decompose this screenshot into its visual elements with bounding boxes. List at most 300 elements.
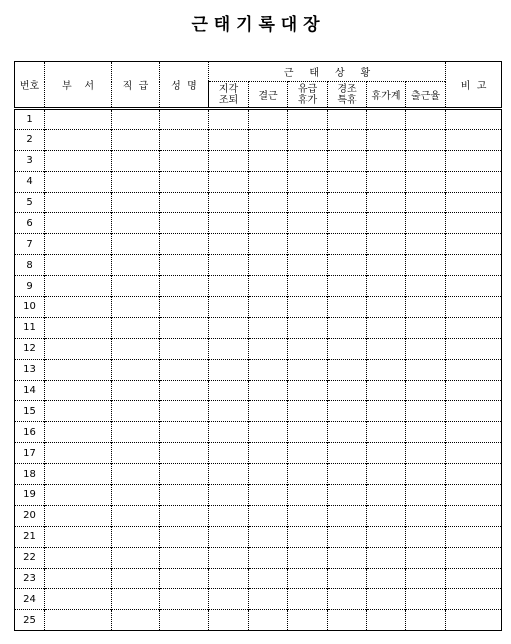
table-cell[interactable]	[112, 338, 160, 359]
table-cell[interactable]	[446, 401, 502, 422]
row-number: 11	[15, 317, 45, 338]
table-cell[interactable]	[288, 171, 328, 192]
table-cell[interactable]	[328, 505, 367, 526]
table-cell[interactable]	[112, 213, 160, 234]
table-cell[interactable]	[406, 213, 446, 234]
table-cell[interactable]	[112, 317, 160, 338]
table-cell[interactable]	[45, 359, 112, 380]
table-cell[interactable]	[367, 317, 406, 338]
table-cell[interactable]	[367, 192, 406, 213]
table-cell[interactable]	[249, 359, 288, 380]
table-cell[interactable]	[406, 192, 446, 213]
table-row	[15, 589, 502, 610]
table-cell[interactable]	[249, 255, 288, 276]
table-row	[15, 297, 502, 318]
table-cell[interactable]	[446, 317, 502, 338]
table-cell[interactable]	[328, 589, 367, 610]
table-cell[interactable]	[209, 234, 249, 255]
table-cell[interactable]	[45, 401, 112, 422]
table-row	[15, 150, 502, 171]
table-row	[15, 109, 502, 130]
table-cell[interactable]	[45, 422, 112, 443]
table-cell[interactable]	[406, 171, 446, 192]
table-row	[15, 610, 502, 631]
table-cell[interactable]	[249, 610, 288, 631]
table-cell[interactable]	[160, 234, 209, 255]
table-cell[interactable]	[328, 359, 367, 380]
table-row	[15, 192, 502, 213]
table-cell[interactable]	[288, 297, 328, 318]
table-cell[interactable]	[249, 276, 288, 297]
table-cell[interactable]	[160, 338, 209, 359]
table-cell[interactable]	[249, 505, 288, 526]
table-cell[interactable]	[288, 255, 328, 276]
table-cell[interactable]	[288, 568, 328, 589]
table-cell[interactable]	[160, 359, 209, 380]
row-number: 24	[15, 589, 45, 610]
table-cell[interactable]	[209, 568, 249, 589]
header-paid-leave: 유급 휴가	[288, 82, 328, 109]
table-cell[interactable]	[406, 526, 446, 547]
row-number: 21	[15, 526, 45, 547]
table-cell[interactable]	[112, 276, 160, 297]
table-cell[interactable]	[209, 485, 249, 506]
table-cell[interactable]	[45, 589, 112, 610]
table-cell[interactable]	[328, 338, 367, 359]
table-cell[interactable]	[209, 380, 249, 401]
table-cell[interactable]	[160, 589, 209, 610]
table-cell[interactable]	[209, 464, 249, 485]
table-cell[interactable]	[249, 234, 288, 255]
table-cell[interactable]	[112, 568, 160, 589]
table-cell[interactable]	[406, 505, 446, 526]
row-number: 16	[15, 422, 45, 443]
table-cell[interactable]	[249, 401, 288, 422]
table-cell[interactable]	[249, 213, 288, 234]
header-position: 직 급	[112, 62, 160, 109]
table-cell[interactable]	[160, 317, 209, 338]
table-cell[interactable]	[45, 338, 112, 359]
table-cell[interactable]	[367, 526, 406, 547]
table-cell[interactable]	[406, 276, 446, 297]
header-department: 부 서	[45, 62, 112, 109]
table-cell[interactable]	[446, 109, 502, 130]
table-cell[interactable]	[328, 464, 367, 485]
table-cell[interactable]	[288, 422, 328, 443]
table-cell[interactable]	[406, 338, 446, 359]
table-cell[interactable]	[406, 401, 446, 422]
table-cell[interactable]	[328, 568, 367, 589]
table-cell[interactable]	[288, 213, 328, 234]
table-cell[interactable]	[45, 255, 112, 276]
table-cell[interactable]	[367, 589, 406, 610]
table-cell[interactable]	[160, 547, 209, 568]
table-cell[interactable]	[112, 589, 160, 610]
table-cell[interactable]	[112, 297, 160, 318]
table-cell[interactable]	[160, 422, 209, 443]
table-cell[interactable]	[249, 485, 288, 506]
table-cell[interactable]	[112, 505, 160, 526]
table-cell[interactable]	[288, 317, 328, 338]
table-cell[interactable]	[209, 526, 249, 547]
table-cell[interactable]	[367, 380, 406, 401]
table-cell[interactable]	[288, 526, 328, 547]
row-number: 25	[15, 610, 45, 631]
table-cell[interactable]	[367, 150, 406, 171]
row-number: 7	[15, 234, 45, 255]
table-row	[15, 568, 502, 589]
table-cell[interactable]	[367, 422, 406, 443]
table-cell[interactable]	[328, 213, 367, 234]
table-cell[interactable]	[288, 129, 328, 150]
table-cell[interactable]	[367, 129, 406, 150]
table-cell[interactable]	[367, 213, 406, 234]
table-cell[interactable]	[406, 568, 446, 589]
table-cell[interactable]	[249, 109, 288, 130]
table-cell[interactable]	[160, 526, 209, 547]
row-number: 17	[15, 443, 45, 464]
table-cell[interactable]	[288, 192, 328, 213]
table-cell[interactable]	[367, 485, 406, 506]
table-cell[interactable]	[249, 464, 288, 485]
table-cell[interactable]	[209, 192, 249, 213]
table-cell[interactable]	[249, 129, 288, 150]
table-cell[interactable]	[249, 568, 288, 589]
table-cell[interactable]	[209, 276, 249, 297]
table-cell[interactable]	[209, 610, 249, 631]
table-cell[interactable]	[209, 129, 249, 150]
table-cell[interactable]	[249, 422, 288, 443]
table-cell[interactable]	[209, 589, 249, 610]
header-leave-total: 휴가계	[367, 82, 406, 109]
table-cell[interactable]	[446, 422, 502, 443]
table-cell[interactable]	[406, 547, 446, 568]
table-cell[interactable]	[406, 255, 446, 276]
table-row	[15, 485, 502, 506]
header-late-early-leave: 지각 조퇴	[209, 82, 249, 109]
table-row	[15, 443, 502, 464]
row-number: 4	[15, 171, 45, 192]
table-cell[interactable]	[446, 547, 502, 568]
row-number: 5	[15, 192, 45, 213]
table-cell[interactable]	[209, 171, 249, 192]
table-cell[interactable]	[160, 297, 209, 318]
table-cell[interactable]	[328, 443, 367, 464]
table-cell[interactable]	[112, 443, 160, 464]
table-cell[interactable]	[288, 547, 328, 568]
table-cell[interactable]	[446, 505, 502, 526]
table-cell[interactable]	[249, 192, 288, 213]
table-cell[interactable]	[406, 317, 446, 338]
table-cell[interactable]	[406, 150, 446, 171]
table-cell[interactable]	[328, 192, 367, 213]
table-cell[interactable]	[45, 297, 112, 318]
table-cell[interactable]	[112, 150, 160, 171]
table-cell[interactable]	[446, 589, 502, 610]
table-cell[interactable]	[367, 276, 406, 297]
table-cell[interactable]	[367, 401, 406, 422]
table-cell[interactable]	[112, 129, 160, 150]
table-cell[interactable]	[328, 255, 367, 276]
table-cell[interactable]	[367, 297, 406, 318]
table-cell[interactable]	[328, 150, 367, 171]
table-cell[interactable]	[249, 338, 288, 359]
table-cell[interactable]	[446, 129, 502, 150]
table-cell[interactable]	[446, 255, 502, 276]
table-cell[interactable]	[288, 505, 328, 526]
table-cell[interactable]	[328, 109, 367, 130]
table-cell[interactable]	[160, 276, 209, 297]
table-cell[interactable]	[288, 150, 328, 171]
table-cell[interactable]	[288, 485, 328, 506]
table-cell[interactable]	[45, 150, 112, 171]
table-cell[interactable]	[288, 401, 328, 422]
table-row	[15, 234, 502, 255]
table-cell[interactable]	[446, 610, 502, 631]
table-cell[interactable]	[160, 192, 209, 213]
table-cell[interactable]	[406, 359, 446, 380]
row-number: 6	[15, 213, 45, 234]
table-cell[interactable]	[446, 192, 502, 213]
table-cell[interactable]	[209, 255, 249, 276]
table-cell[interactable]	[45, 485, 112, 506]
table-cell[interactable]	[328, 234, 367, 255]
table-cell[interactable]	[112, 234, 160, 255]
header-attendance-status: 근 태 상 황	[209, 62, 446, 82]
table-cell[interactable]	[160, 568, 209, 589]
table-cell[interactable]	[367, 338, 406, 359]
table-cell[interactable]	[209, 297, 249, 318]
table-cell[interactable]	[160, 443, 209, 464]
table-cell[interactable]	[446, 276, 502, 297]
table-cell[interactable]	[112, 109, 160, 130]
table-cell[interactable]	[367, 505, 406, 526]
table-cell[interactable]	[45, 109, 112, 130]
table-cell[interactable]	[112, 464, 160, 485]
table-cell[interactable]	[406, 443, 446, 464]
table-cell[interactable]	[112, 171, 160, 192]
table-cell[interactable]	[112, 485, 160, 506]
table-cell[interactable]	[45, 171, 112, 192]
table-cell[interactable]	[45, 568, 112, 589]
table-cell[interactable]	[209, 505, 249, 526]
table-cell[interactable]	[45, 234, 112, 255]
table-cell[interactable]	[209, 547, 249, 568]
table-cell[interactable]	[45, 380, 112, 401]
table-cell[interactable]	[160, 485, 209, 506]
table-row	[15, 422, 502, 443]
table-cell[interactable]	[328, 129, 367, 150]
table-cell[interactable]	[288, 276, 328, 297]
table-cell[interactable]	[45, 464, 112, 485]
table-cell[interactable]	[112, 255, 160, 276]
table-row	[15, 505, 502, 526]
table-cell[interactable]	[249, 526, 288, 547]
table-cell[interactable]	[45, 192, 112, 213]
table-cell[interactable]	[367, 109, 406, 130]
table-cell[interactable]	[112, 610, 160, 631]
table-cell[interactable]	[367, 255, 406, 276]
table-cell[interactable]	[112, 359, 160, 380]
table-cell[interactable]	[112, 401, 160, 422]
row-number: 14	[15, 380, 45, 401]
table-cell[interactable]	[328, 297, 367, 318]
row-number: 12	[15, 338, 45, 359]
table-cell[interactable]	[209, 213, 249, 234]
table-cell[interactable]	[446, 443, 502, 464]
table-cell[interactable]	[367, 547, 406, 568]
table-cell[interactable]	[406, 129, 446, 150]
table-cell[interactable]	[288, 234, 328, 255]
table-cell[interactable]	[446, 150, 502, 171]
attendance-ledger-table	[14, 61, 502, 631]
table-cell[interactable]	[367, 443, 406, 464]
table-row	[15, 255, 502, 276]
table-cell[interactable]	[209, 422, 249, 443]
table-row	[15, 129, 502, 150]
header-absence: 결근	[249, 82, 288, 109]
table-cell[interactable]	[288, 109, 328, 130]
table-cell[interactable]	[45, 547, 112, 568]
row-number: 13	[15, 359, 45, 380]
table-cell[interactable]	[112, 380, 160, 401]
table-cell[interactable]	[406, 610, 446, 631]
table-cell[interactable]	[160, 150, 209, 171]
table-cell[interactable]	[288, 589, 328, 610]
table-cell[interactable]	[446, 568, 502, 589]
table-cell[interactable]	[288, 464, 328, 485]
table-cell[interactable]	[45, 213, 112, 234]
table-cell[interactable]	[249, 380, 288, 401]
table-cell[interactable]	[406, 109, 446, 130]
table-cell[interactable]	[112, 422, 160, 443]
table-cell[interactable]	[249, 547, 288, 568]
table-cell[interactable]	[367, 464, 406, 485]
table-cell[interactable]	[446, 485, 502, 506]
row-number: 18	[15, 464, 45, 485]
table-row	[15, 401, 502, 422]
table-cell[interactable]	[446, 213, 502, 234]
table-cell[interactable]	[209, 317, 249, 338]
table-cell[interactable]	[367, 610, 406, 631]
table-cell[interactable]	[367, 568, 406, 589]
table-cell[interactable]	[160, 380, 209, 401]
table-cell[interactable]	[288, 610, 328, 631]
table-cell[interactable]	[209, 443, 249, 464]
table-cell[interactable]	[288, 443, 328, 464]
table-row	[15, 547, 502, 568]
table-cell[interactable]	[328, 547, 367, 568]
table-cell[interactable]	[249, 443, 288, 464]
table-cell[interactable]	[249, 589, 288, 610]
table-cell[interactable]	[446, 359, 502, 380]
table-cell[interactable]	[45, 526, 112, 547]
table-row	[15, 359, 502, 380]
table-cell[interactable]	[249, 297, 288, 318]
table-cell[interactable]	[45, 610, 112, 631]
table-cell[interactable]	[406, 422, 446, 443]
table-cell[interactable]	[160, 171, 209, 192]
table-cell[interactable]	[160, 610, 209, 631]
table-cell[interactable]	[406, 485, 446, 506]
row-number: 3	[15, 150, 45, 171]
table-cell[interactable]	[249, 150, 288, 171]
table-cell[interactable]	[328, 380, 367, 401]
table-row	[15, 171, 502, 192]
table-cell[interactable]	[112, 192, 160, 213]
table-cell[interactable]	[288, 359, 328, 380]
table-cell[interactable]	[446, 526, 502, 547]
table-cell[interactable]	[367, 171, 406, 192]
table-cell[interactable]	[45, 317, 112, 338]
table-cell[interactable]	[406, 464, 446, 485]
table-cell[interactable]	[249, 317, 288, 338]
table-cell[interactable]	[367, 234, 406, 255]
table-cell[interactable]	[209, 150, 249, 171]
table-cell[interactable]	[446, 380, 502, 401]
table-cell[interactable]	[112, 526, 160, 547]
header-remarks: 비 고	[446, 62, 502, 109]
table-cell[interactable]	[45, 129, 112, 150]
table-cell[interactable]	[446, 464, 502, 485]
row-number: 2	[15, 129, 45, 150]
table-cell[interactable]	[45, 505, 112, 526]
row-number: 19	[15, 485, 45, 506]
table-cell[interactable]	[160, 213, 209, 234]
table-cell[interactable]	[328, 526, 367, 547]
page-title: 근 태 기 록 대 장	[191, 15, 320, 35]
table-cell[interactable]	[367, 359, 406, 380]
table-cell[interactable]	[446, 234, 502, 255]
table-cell[interactable]	[328, 317, 367, 338]
table-cell[interactable]	[406, 234, 446, 255]
table-cell[interactable]	[112, 547, 160, 568]
row-number: 10	[15, 297, 45, 318]
table-cell[interactable]	[328, 422, 367, 443]
table-cell[interactable]	[406, 297, 446, 318]
table-cell[interactable]	[45, 276, 112, 297]
table-cell[interactable]	[160, 255, 209, 276]
row-number: 20	[15, 505, 45, 526]
table-cell[interactable]	[160, 401, 209, 422]
table-cell[interactable]	[209, 338, 249, 359]
table-cell[interactable]	[209, 401, 249, 422]
table-row	[15, 213, 502, 234]
table-cell[interactable]	[249, 171, 288, 192]
table-cell[interactable]	[45, 443, 112, 464]
table-cell[interactable]	[406, 380, 446, 401]
table-cell[interactable]	[209, 359, 249, 380]
table-cell[interactable]	[446, 171, 502, 192]
table-cell[interactable]	[328, 485, 367, 506]
table-cell[interactable]	[446, 338, 502, 359]
row-number: 1	[15, 109, 45, 130]
table-cell[interactable]	[288, 380, 328, 401]
table-cell[interactable]	[209, 109, 249, 130]
table-cell[interactable]	[160, 129, 209, 150]
table-cell[interactable]	[328, 171, 367, 192]
table-cell[interactable]	[160, 464, 209, 485]
table-cell[interactable]	[288, 338, 328, 359]
table-cell[interactable]	[446, 297, 502, 318]
table-cell[interactable]	[160, 109, 209, 130]
table-row	[15, 338, 502, 359]
table-cell[interactable]	[328, 276, 367, 297]
table-cell[interactable]	[328, 610, 367, 631]
table-cell[interactable]	[328, 401, 367, 422]
table-cell[interactable]	[406, 589, 446, 610]
table-cell[interactable]	[160, 505, 209, 526]
